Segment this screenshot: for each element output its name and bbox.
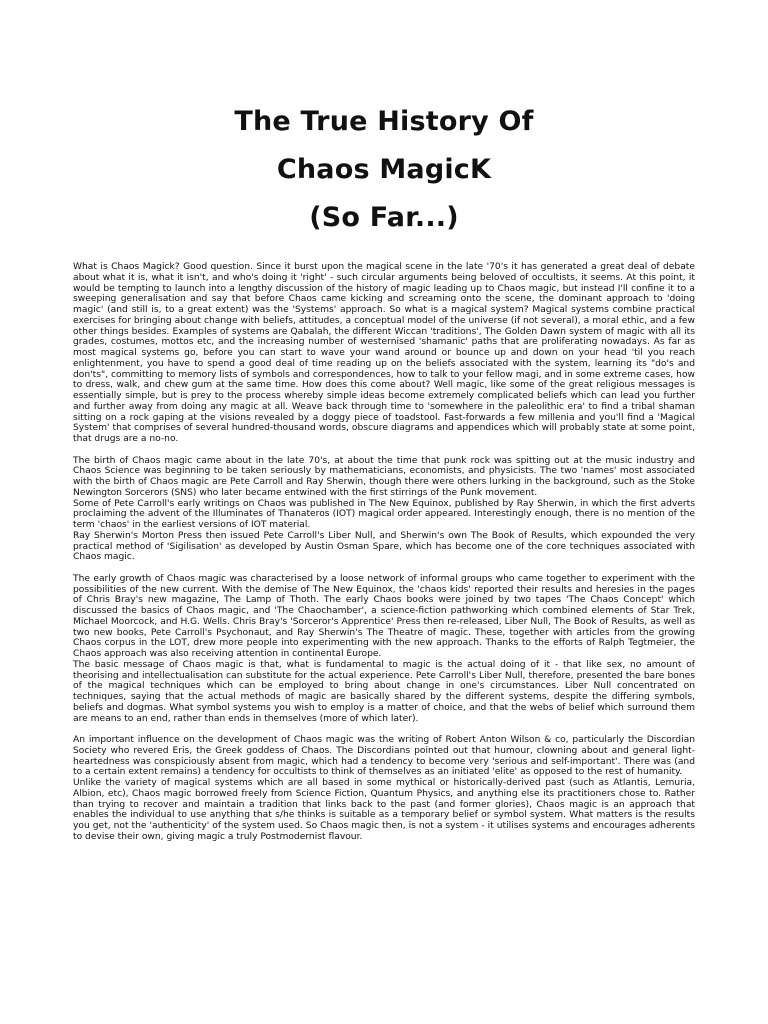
paragraph: The basic message of Chaos magic is that, what is fundamental to magic is the actual doing of it - that like sex, no amount of theorising and intellectualisation can substitute for the actual experience. Pete Carroll's Liber Null, therefore, presented the bare bones of the magical techniques which can be employed to bring about change in one's circumstances. Liber Null concentrated on techniques, saying that the actual methods of magic are basically shared by the different systems, despite the differing symbols, beliefs and dogmas. What symbol systems you wish to employ is a matter of choice, and that the webs of belief which surround them are means to an end, rather than ends in themselves (more of which later). [73,659,695,724]
title-line-1: The True History Of [234,106,534,137]
paragraph: The early growth of Chaos magic was characterised by a loose network of informal groups who came together to experiment with the possibilities of the new current. With the demise of The New Equinox, the 'chaos kids' reported their results and heresies in the pages of Chris Bray's new magazine, The Lamp of Thoth. The early Chaos books were joined by two tapes 'The Chaos Concept' which discussed the basics of Chaos magic, and 'The Chaochamber', a science-fiction pathworking which combined elements of Star Trek, Michael Moorcock, and H.G. Wells. Chris Bray's 'Sorceror's Apprentice' Press then re-released, Liber Null, The Book of Results, as well as two new books, Pete Carroll's Psychonaut, and Ray Sherwin's The Theatre of magic. These, together with articles from the growing Chaos corpus in the LOT, drew more people into experimenting with the new approach. Thanks to the efforts of Ralph Tegtmeier, the Chaos approach was also receiving attention in continental Europe. [73,573,695,659]
paragraph-gap [73,445,695,456]
paragraph-gap [73,563,695,574]
paragraph: Unlike the variety of magical systems which are all based in some mythical or historically-derived past (such as Atlantis, Lemuria, Albion, etc), Chaos magic borrowed freely from Science Fiction, Quantum Physics, and anything else its practitioners chose to. Rather than trying to recover and maintain a tradition that links back to the past (and former glories), Chaos magic is an approach that enables the individual to use anything that s/he thinks is suitable as a temporary belief or symbol system. What matters is the results you get, not the 'authenticity' of the system used. So Chaos magic then, is not a system - it utilises systems and encourages adherents to devise their own, giving magic a truly Postmodernist flavour. [73,778,695,842]
paragraph: An important influence on the development of Chaos magic was the writing of Robert Anton Wilson & co, particularly the Discordian Society who revered Eris, the Greek goddess of Chaos. The Discordians pointed out that humour, clowning about and general light-heartedness was conspiciously absent from magic, which had a tendency to become very 'serious and self-important'. There was (and to a certain extent remains) a tendency for occultists to think of themselves as an initiated 'elite' as opposed to the rest of humanity. [73,735,695,778]
paragraph: The birth of Chaos magic came about in the late 70's, at about the time that punk rock was spitting out at the music industry and Chaos Science was beginning to be taken seriously by mathematicians, economists, and physicists. The two 'names' most associated with the birth of Chaos magic are Pete Carroll and Ray Sherwin, though there were others lurking in the background, such as the Stoke Newington Sorcerors (SNS) who later became entwined with the first stirrings of the Punk movement. [73,455,695,498]
title-line-2: Chaos MagicK [276,154,492,185]
title-line-3: (So Far...) [309,202,459,233]
paragraph: What is Chaos Magick? Good question. Since it burst upon the magical scene in the late '70's it has generated a great deal of debate about what it is, what it isn't, and who's doing it 'right' - such circular arguments being beloved of occultists, it seems. At this point, it would be tempting to launch into a lengthy discussion of the history of magic leading up to Chaos magic, but instead I'll confine it to a sweeping generalisation and say that before Chaos came kicking and screaming onto the scene, the dominant approach to 'doing magic' (and still is, to a great extent) was the 'Systems' approach. So what is a magical system? Magical systems combine practical exercises for bringing about change with beliefs, attitudes, a conceptual model of the universe (if not several), a moral ethic, and a few other things besides. Examples of systems are Qabalah, the different Wiccan 'traditions', The Golden Dawn system of magic with all its grades, costumes, mottos etc, and the increasing number of westernised 'shamanic' paths that are proliferating nowadays. As far as most magical systems go, before you can start to wave your wand around or bounce up and down on your head 'til you reach enlightenment, you have to spend a good deal of time reading up on the beliefs associated with the system, learning its "do's and don'ts", committing to memory lists of symbols and correspondences, how to talk to your fellow magi, and in some extreme cases, how to dress, walk, and chew gum at the same time. How does this come about? Well magic, like some of the great religious messages is essentially simple, but is prey to the process whereby simple ideas become extremely complicated beliefs which can lead you further and further away from doing any magic at all. Weave back through time to 'somewhere in the paleolithic era' to find a tribal shaman sitting on a rock gaping at the visions revealed by a doggy piece of toadstool. Fast-forwards a few millenia and you'll find a 'Magical System' that comprises of several hundred-thousand words, obscure diagrams and appendices which will probably state at some point, that drugs are a no-no. [73,262,695,444]
document-body [73,262,695,843]
paragraph-gap [73,724,695,735]
paragraph: Some of Pete Carroll's early writings on Chaos was published in The New Equinox, published by Ray Sherwin, in which the first adverts proclaiming the advent of the Illuminates of Thanateros (IOT) magical order appeared. Interestingly enough, there is no mention of the term 'chaos' in the earliest versions of IOT material. [73,498,695,530]
paragraph: Ray Sherwin's Morton Press then issued Pete Carroll's Liber Null, and Sherwin's own The Book of Results, which expounded the very practical method of 'Sigilisation' as developed by Austin Osman Spare, which has become one of the core techniques associated with Chaos magic. [73,530,695,563]
document-title [73,0,695,242]
